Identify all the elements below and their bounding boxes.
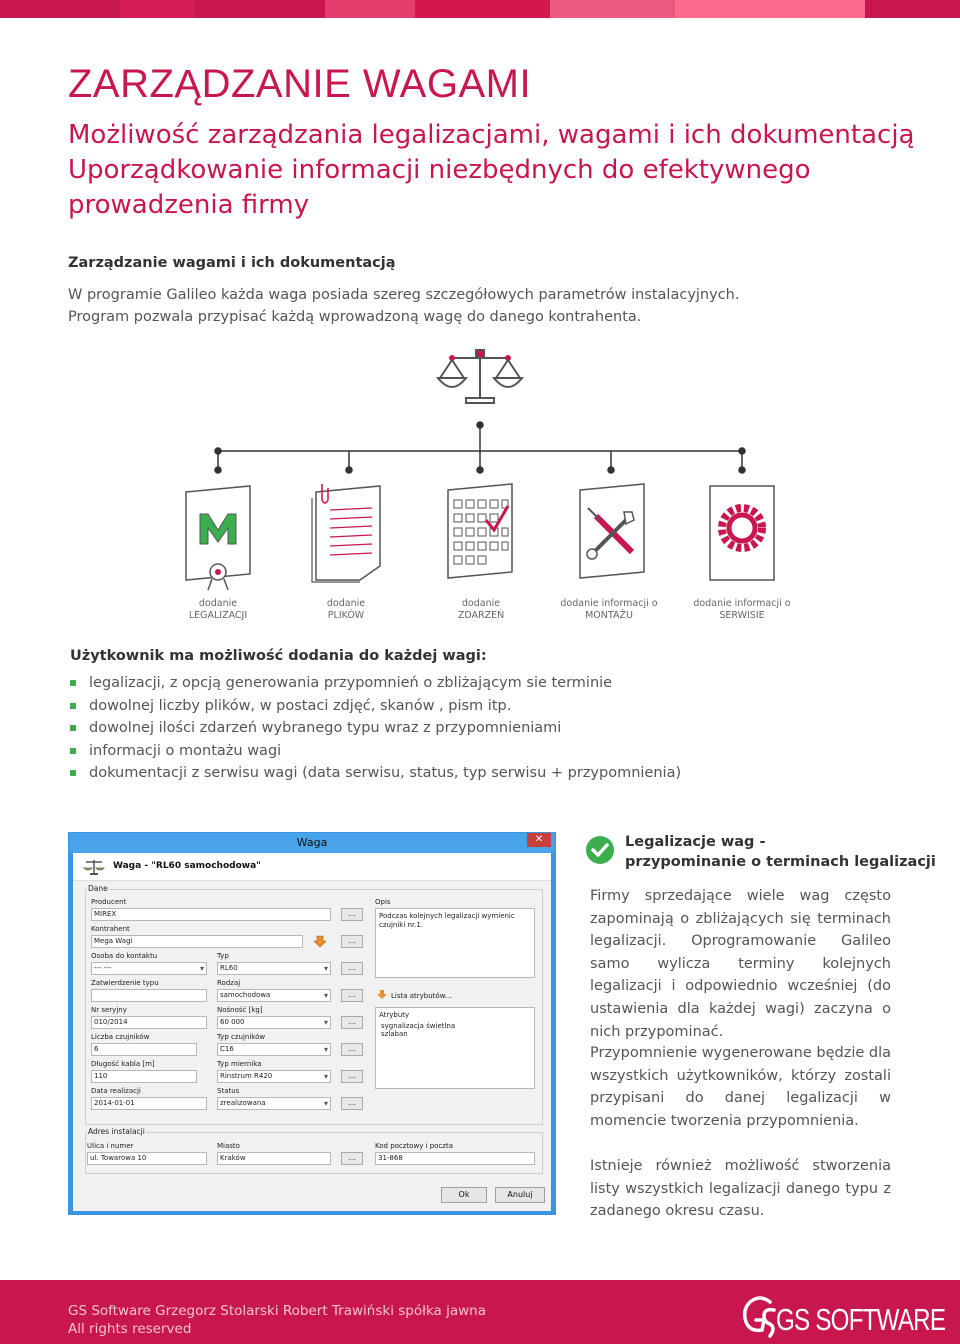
scale-icon xyxy=(83,858,105,876)
nosnosc-label: Nośność [kg] xyxy=(217,1006,263,1014)
section-intro xyxy=(68,284,739,328)
data-realizacji-label: Data realizacji xyxy=(91,1087,141,1095)
kod-pocztowy-field[interactable]: 31-868 xyxy=(375,1152,535,1165)
list-item xyxy=(70,762,681,785)
list-item-text: dowolnej ilości zdarzeń wybranego typu wraz z przypomnieniami xyxy=(89,720,562,737)
page-footer xyxy=(0,1280,960,1344)
checkmark-glyph xyxy=(586,836,614,864)
opis-label: Opis xyxy=(375,898,391,906)
tree-connector xyxy=(215,422,745,473)
rodzaj-label: Rodzaj xyxy=(217,979,241,987)
stripe-segment xyxy=(415,0,550,18)
nr-seryjny-label: Nr seryjny xyxy=(91,1006,127,1014)
status-label: Status xyxy=(217,1087,240,1095)
status-browse-button[interactable]: ... xyxy=(341,1097,363,1110)
doc-label-line1: dodanie xyxy=(198,598,238,609)
miasto-label: Miasto xyxy=(217,1142,240,1150)
doc-label-plikow xyxy=(271,598,421,622)
arrow-down-icon xyxy=(377,990,387,1000)
doc-label-montazu xyxy=(534,598,684,622)
ulica-label: Ulica i numer xyxy=(87,1142,134,1150)
stripe-segment xyxy=(865,0,960,18)
kod-pocztowy-label: Kod pocztowy i poczta xyxy=(375,1142,454,1150)
logo-mark xyxy=(740,1294,780,1338)
liczba-czujnikow-label: Liczba czujników xyxy=(91,1033,150,1041)
list-item xyxy=(70,717,681,740)
legal-paragraph: Przypomnienie wygenerowane będzie dla wszystkich użytkowników, którzy zostali przypisani do danej legalizacji w momencie tworzenia przypomnienia. xyxy=(590,1045,892,1129)
list-item xyxy=(70,695,681,718)
list-item-text: dowolnej liczby plików, w postaci zdjęć, skanów , pism itp. xyxy=(89,697,512,714)
kontrahent-browse-button[interactable]: ... xyxy=(341,935,363,948)
stripe-segment xyxy=(675,0,865,18)
bullet-icon xyxy=(70,770,76,776)
doc-label-line2: LEGALIZACJI xyxy=(188,610,248,621)
legal-paragraph: Firmy sprzedające wiele wag często zapominają o zbliżających się terminach legalizacji. Oprogramowanie Galileo samo wylicza terminy kolejnych legalizacji i odpowiednio wcześniej (do ustawienia dla każdej wagi) zaczyna o nich przypominać. xyxy=(590,888,891,1040)
opis-textarea[interactable]: Podczas kolejnych legalizacji wymienic czujniki nr.1. xyxy=(375,908,535,978)
typ-browse-button[interactable]: ... xyxy=(341,962,363,975)
doc-label-serwisie xyxy=(667,598,817,622)
page-title: ZARZĄDZANIE WAGAMI xyxy=(68,62,532,106)
footer-text xyxy=(68,1302,486,1338)
kontrahent-field[interactable]: Mega Wagi xyxy=(91,935,303,948)
logo-text: GS SOFTWARE xyxy=(776,1302,946,1337)
tools-icon xyxy=(580,484,644,578)
window-titlebar[interactable] xyxy=(69,833,555,853)
legal-heading-line: przypominanie o terminach legalizacji xyxy=(625,854,936,870)
doc-label-line1: dodanie xyxy=(326,598,366,609)
typ-miernika-select[interactable]: Rinstrum R420 ▾ xyxy=(217,1070,331,1083)
producent-field[interactable]: MIREX xyxy=(91,908,331,921)
typ-czujnikow-select[interactable]: C16 ▾ xyxy=(217,1043,331,1056)
stripe-segment xyxy=(550,0,675,18)
list-item-text: informacji o montażu wagi xyxy=(89,742,282,759)
typ-label: Typ xyxy=(217,952,229,960)
zatwierdzenie-field[interactable] xyxy=(91,989,207,1002)
scale-dialog-window xyxy=(68,832,556,1215)
calendar-check-icon xyxy=(448,484,512,578)
page-subtitle xyxy=(68,118,915,223)
lista-atrybutow-button[interactable]: Lista atrybutów... xyxy=(391,992,452,1000)
nosnosc-browse-button[interactable]: ... xyxy=(341,1016,363,1029)
list-item-text: legalizacji, z opcją generowania przypomnień o zbliżającym sie terminie xyxy=(89,675,613,691)
atrybut-item[interactable]: sygnalizacja świetlna xyxy=(381,1022,456,1030)
miasto-field[interactable]: Kraków xyxy=(217,1152,331,1165)
zatwierdzenie-label: Zatwierdzenie typu xyxy=(91,979,159,987)
ulica-field[interactable]: ul. Towarowa 10 xyxy=(87,1152,207,1165)
bullet-icon xyxy=(70,725,76,731)
stripe-segment xyxy=(120,0,195,18)
feature-diagram xyxy=(0,340,960,640)
cancel-button[interactable]: Anuluj xyxy=(495,1187,545,1203)
bullet-icon xyxy=(70,748,76,754)
subtitle-line: Uporządkowanie informacji niezbędnych do efektywnego xyxy=(68,155,811,185)
scale-icon xyxy=(438,350,522,403)
doc-label-line2: PLIKÓW xyxy=(327,610,365,621)
stripe-segment xyxy=(195,0,325,18)
typ-czujnikow-browse-button[interactable]: ... xyxy=(341,1043,363,1056)
subtitle-line: prowadzenia firmy xyxy=(68,190,310,220)
legal-heading xyxy=(625,832,936,872)
window-title: Waga xyxy=(296,836,328,849)
rodzaj-browse-button[interactable]: ... xyxy=(341,989,363,1002)
gear-icon xyxy=(710,486,774,580)
dlugosc-kabla-field[interactable]: 110 xyxy=(91,1070,197,1083)
kontrahent-label: Kontrahent xyxy=(91,925,130,933)
list-item xyxy=(70,672,681,695)
status-select[interactable]: zrealizowana ▾ xyxy=(217,1097,331,1110)
adres-group-label: Adres instalacji xyxy=(88,1127,145,1136)
certificate-m-icon xyxy=(186,486,250,590)
bullet-icon xyxy=(70,680,76,686)
doc-label-line2: SERWISIE xyxy=(719,610,765,621)
legal-paragraph: Istnieje również możliwość stworzenia listy wszystkich legalizacji danego typu z zadanego okresu czasu. xyxy=(590,1158,891,1220)
nosnosc-select[interactable]: 60 000 ▾ xyxy=(217,1016,331,1029)
doc-label-line2: MONTAŻU xyxy=(585,610,633,621)
osoba-select[interactable]: --- --- ▾ xyxy=(91,962,207,975)
files-clip-icon xyxy=(312,484,380,582)
subtitle-line: Możliwość zarządzania legalizacjami, wagami i ich dokumentacją xyxy=(68,120,915,150)
doc-label-line1: dodanie informacji o xyxy=(560,598,658,609)
intro-line: W programie Galileo każda waga posiada szereg szczegółowych parametrów instalacyjnych. xyxy=(68,287,740,303)
dane-group-label: Dane xyxy=(88,884,108,893)
legal-heading-line: Legalizacje wag - xyxy=(625,834,766,850)
stripe-segment xyxy=(325,0,415,18)
list-item xyxy=(70,740,681,763)
section-heading: Zarządzanie wagami i ich dokumentacją xyxy=(68,255,396,271)
nr-seryjny-field[interactable]: 010/2014 xyxy=(91,1016,207,1029)
list-item-text: dokumentacji z serwisu wagi (data serwisu, status, typ serwisu + przypomnienia) xyxy=(89,765,682,782)
feature-list xyxy=(70,672,681,785)
dlugosc-kabla-label: Długość kabla [m] xyxy=(91,1060,155,1068)
dialog-header xyxy=(73,853,551,881)
stripe-segment xyxy=(0,0,120,18)
typ-select[interactable]: RL60 ▾ xyxy=(217,962,331,975)
doc-label-line2: ZDARZEŃ xyxy=(457,610,505,621)
liczba-czujnikow-field[interactable]: 6 xyxy=(91,1043,197,1056)
intro-line: Program pozwala przypisać każdą wprowadzoną wagę do danego kontrahenta. xyxy=(68,309,642,325)
footer-rights: All rights reserved xyxy=(68,1321,192,1337)
atrybuty-label: Atrybuty xyxy=(379,1011,410,1019)
bullet-icon xyxy=(70,703,76,709)
rodzaj-select[interactable]: samochodowa ▾ xyxy=(217,989,331,1002)
doc-label-line1: dodanie xyxy=(461,598,501,609)
arrow-down-icon[interactable] xyxy=(313,935,327,948)
user-heading: Użytkownik ma możliwość dodania do każdej wagi: xyxy=(70,648,487,664)
top-color-stripe xyxy=(0,0,960,18)
atrybut-item[interactable]: szlaban xyxy=(381,1030,408,1038)
typ-czujnikow-label: Typ czujników xyxy=(217,1033,266,1041)
miasto-browse-button[interactable]: ... xyxy=(341,1152,363,1165)
close-icon[interactable]: ✕ xyxy=(527,833,551,847)
footer-company: GS Software Grzegorz Stolarski Robert Trawiński spółka jawna xyxy=(68,1303,486,1319)
typ-miernika-label: Typ miernika xyxy=(217,1060,262,1068)
osoba-label: Osoba do kontaktu xyxy=(91,952,158,960)
diagram-graphic xyxy=(0,340,960,640)
check-icon xyxy=(586,836,614,864)
window-body xyxy=(73,853,551,1211)
producent-browse-button[interactable]: ... xyxy=(341,908,363,921)
gs-software-logo xyxy=(740,1294,946,1338)
producent-label: Producent xyxy=(91,898,127,906)
typ-miernika-browse-button[interactable]: ... xyxy=(341,1070,363,1083)
atrybuty-list[interactable] xyxy=(375,1007,535,1089)
doc-label-line1: dodanie informacji o xyxy=(693,598,791,609)
dialog-header-title: Waga - "RL60 samochodowa" xyxy=(113,861,261,871)
data-realizacji-field[interactable]: 2014-01-01 xyxy=(91,1097,207,1110)
ok-button[interactable]: Ok xyxy=(441,1187,487,1203)
